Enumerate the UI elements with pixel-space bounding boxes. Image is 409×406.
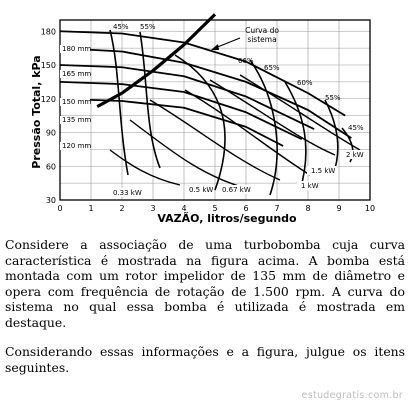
system-curve-label-line2: sistema <box>247 35 277 44</box>
efficiency-label-45-left: 45% <box>113 23 129 31</box>
question-paragraph-1: Considere a associação de uma turbobomba cuja curva característica é mostrada na figura acima. A bomba está montada com um rotor impelidor de 135 mm de diâmetro e opera com frequência de rotação de 1.500 rpm. A curva do sistema no qual essa bomba é utilizada é mostrada em destaque. <box>5 237 405 330</box>
impeller-label-180: 180 mm <box>62 45 92 53</box>
system-curve-label-line1: Curva do <box>245 26 279 35</box>
impeller-label-165: 165 mm <box>62 70 92 78</box>
x-tick-label: 10 <box>364 204 376 213</box>
y-axis-label: Pressão Total, kPa <box>30 55 43 169</box>
impeller-label-120: 120 mm <box>62 142 92 150</box>
y-tick-labels <box>41 27 56 205</box>
y-tick-label: 30 <box>45 196 56 205</box>
x-axis-label: VAZÃO, litros/segundo <box>157 212 297 225</box>
x-tick-label: 1 <box>88 204 94 213</box>
x-tick-label: 9 <box>336 204 342 213</box>
efficiency-label-65: 65% <box>264 64 280 72</box>
power-curve-0-5 <box>130 120 245 188</box>
head-curves <box>60 31 351 146</box>
power-curve-0-33 <box>110 150 180 185</box>
efficiency-label-55-left: 55% <box>140 23 156 31</box>
x-tick-label: 7 <box>274 204 280 213</box>
watermark: estudegratis.com.br <box>301 390 403 401</box>
power-label-2: 2 kW <box>346 151 364 159</box>
question-paragraph-2: Considerando essas informações e a figura, julgue os itens seguintes. <box>5 344 405 375</box>
x-tick-label: 5 <box>212 204 218 213</box>
y-tick-label: 180 <box>40 27 56 37</box>
impeller-label-150: 150 mm <box>62 98 92 106</box>
efficiency-curve-65 <box>250 60 277 195</box>
head-curve <box>60 99 283 146</box>
efficiency-label-60: 60% <box>297 79 313 87</box>
y-tick-label: 60 <box>45 162 56 172</box>
x-tick-label: 0 <box>57 204 63 213</box>
x-tick-labels <box>57 204 375 213</box>
efficiency-label-66: 66% <box>238 57 254 65</box>
y-tick-label: 120 <box>40 94 56 104</box>
x-tick-label: 3 <box>150 204 156 213</box>
x-tick-label: 2 <box>119 204 125 213</box>
x-tick-label: 8 <box>305 204 311 213</box>
system-curve-arrow <box>215 38 240 48</box>
power-label-0-67: 0.67 kW <box>222 186 251 194</box>
impeller-label-135: 135 mm <box>62 116 92 124</box>
impeller-labels <box>60 45 91 150</box>
y-tick-label: 90 <box>45 128 56 138</box>
power-label-0-5: 0.5 kW <box>189 186 214 194</box>
power-label-0-33: 0.33 kW <box>113 189 142 197</box>
x-tick-label: 4 <box>181 204 187 213</box>
efficiency-label-55-right: 55% <box>325 94 341 102</box>
efficiency-label-45-right: 45% <box>348 124 364 132</box>
power-label-1: 1 kW <box>301 182 319 190</box>
power-label-1-5: 1.5 kW <box>311 167 336 175</box>
y-tick-label: 150 <box>40 61 56 70</box>
efficiency-curve-55-right <box>325 100 338 175</box>
x-tick-label: 6 <box>243 204 249 213</box>
